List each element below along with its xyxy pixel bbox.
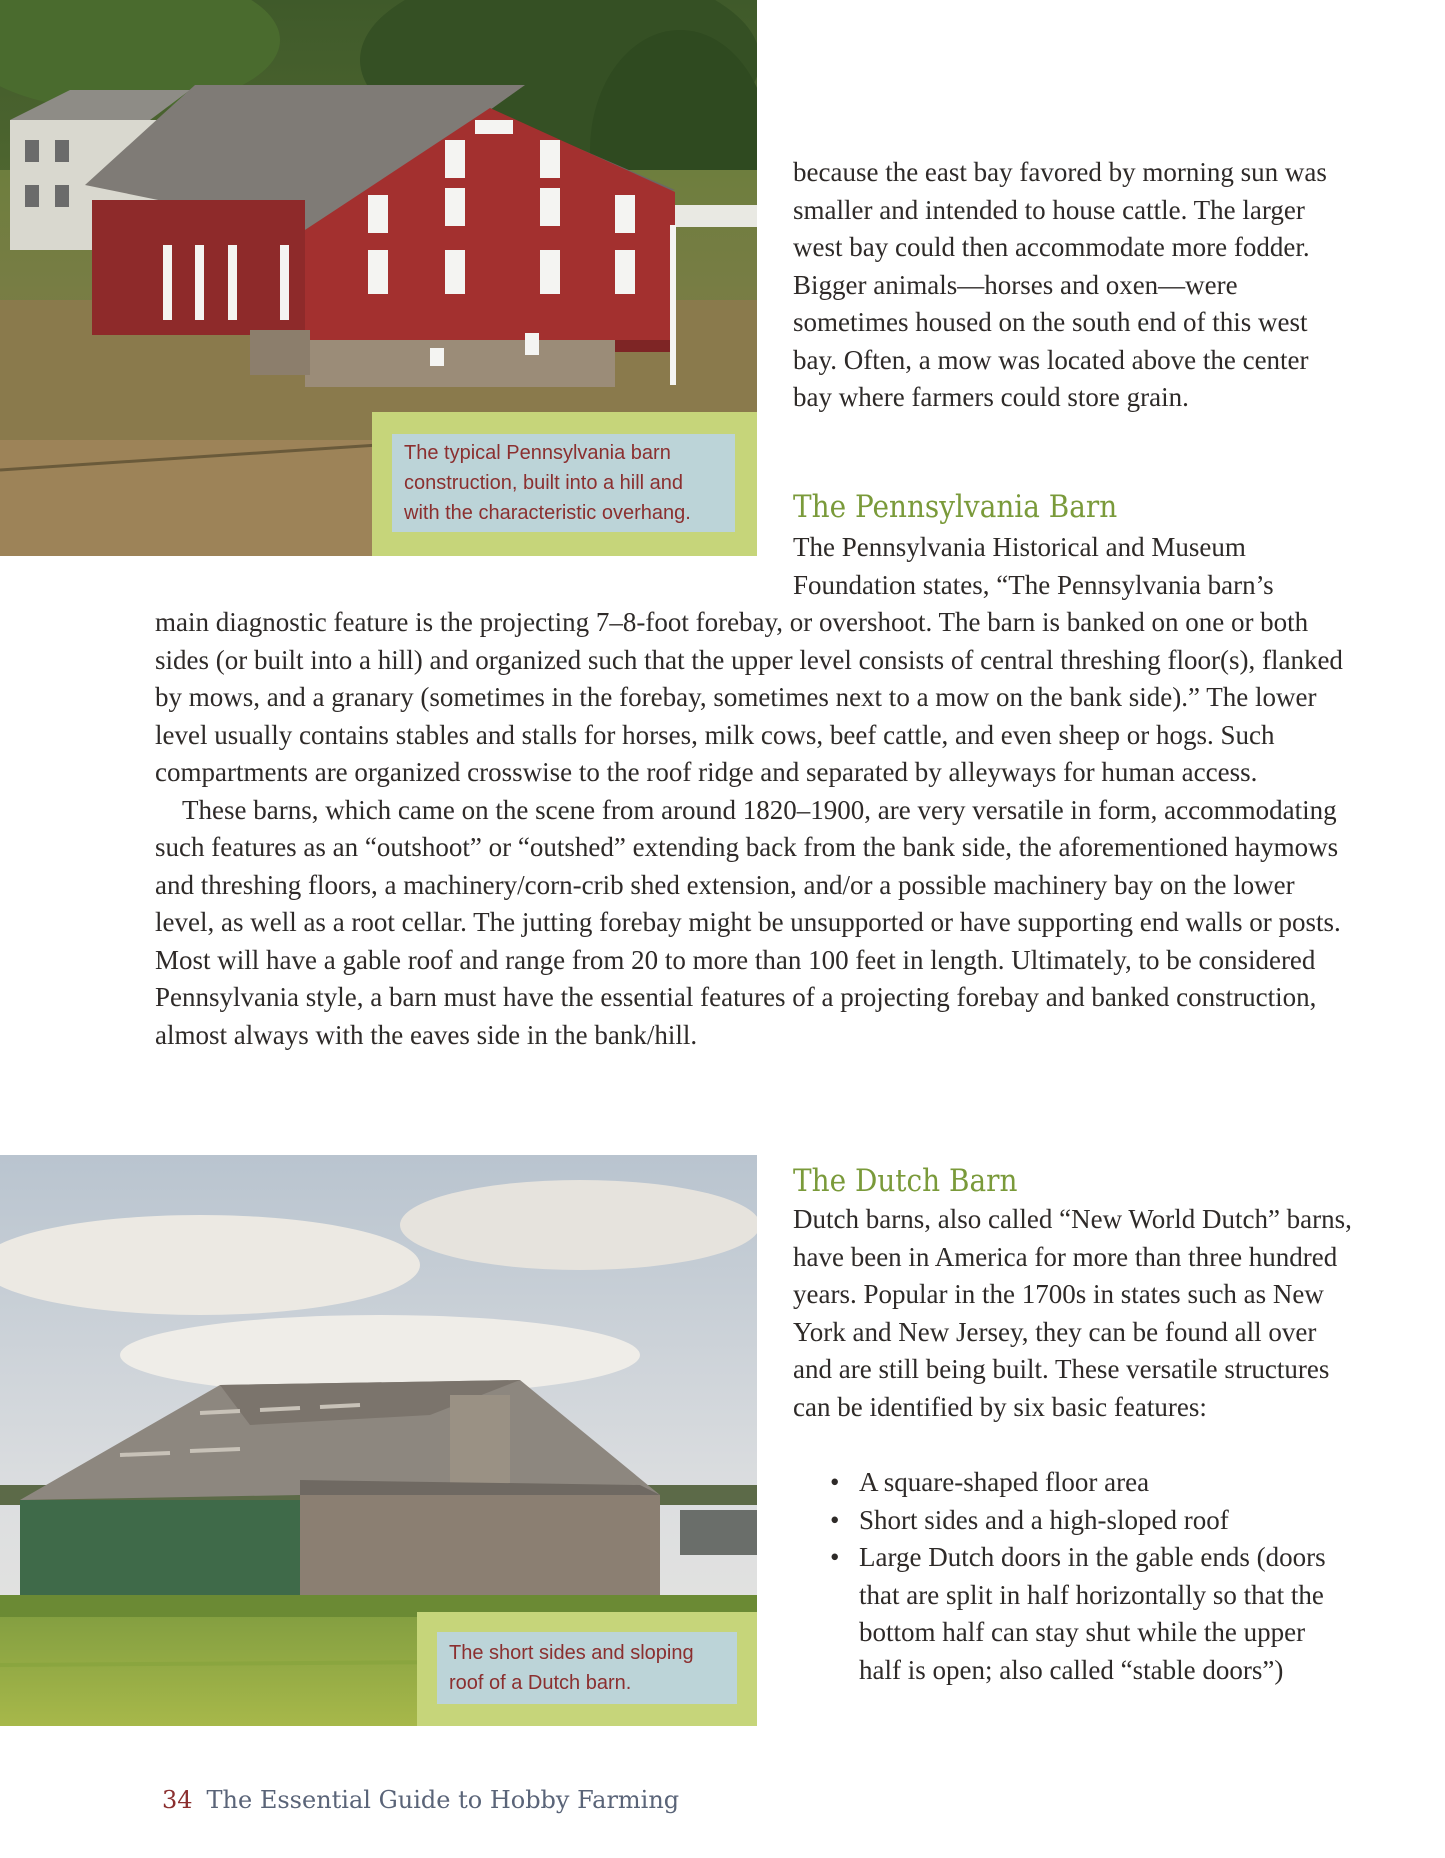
list-item bbox=[830, 1539, 1350, 1689]
pennsylvania-lead-paragraph: The Pennsylvania Historical and Museum Foundation states, “The Pennsylvania barn’s bbox=[793, 532, 1274, 600]
pennsylvania-barn-caption-frame bbox=[372, 412, 757, 556]
pennsylvania-second-paragraph: These barns, which came on the scene from around 1820–1900, are very versatile in form, accommodating such features as an “outshoot” or “outshed” extending back from the bank side, the aforementioned haymows and threshing floors, a machinery/corn-crib shed extension, and/or a possible machinery bay on the lower level, as well as a root cellar. The jutting forebay might be unsupported or have supporting end walls or posts. Most will have a gable roof and range from 20 to more than 100 feet in length. Ultimately, to be considered Pennsylvania style, a barn must have the essential features of a projecting forebay and banked construction, almost always with the eaves side in the bank/hill. bbox=[155, 794, 1341, 1050]
pennsylvania-barn-caption: The typical Pennsylvania barn construction, built into a hill and with the characteristic overhang. bbox=[392, 434, 735, 532]
list-item bbox=[830, 1502, 1350, 1540]
bullet-marker: • bbox=[830, 1504, 840, 1535]
dutch-column bbox=[793, 1201, 1353, 1426]
pennsylvania-lead-column bbox=[793, 529, 1353, 604]
page-footer bbox=[162, 1786, 679, 1814]
pennsylvania-body bbox=[155, 604, 1355, 1054]
bullet-marker: • bbox=[830, 1542, 840, 1572]
intro-paragraph: because the east bay favored by morning sun was smaller and intended to house cattle. The larger west bay could then accommodate more fodder. Bigger animals—horses and oxen—were sometimes housed on the south end of this west bay. Often, a mow was located above the center bay where farmers could store grain. bbox=[793, 157, 1327, 412]
list-item-text: A square-shaped floor area bbox=[859, 1467, 1150, 1497]
page-number: 34 bbox=[162, 1786, 193, 1814]
book-title: The Essential Guide to Hobby Farming bbox=[206, 1786, 680, 1814]
list-item-text: Short sides and a high-sloped roof bbox=[859, 1504, 1229, 1535]
pennsylvania-continued-paragraph: main diagnostic feature is the projecting 7–8-foot forebay, or overshoot. The barn is banked on one or both sides (or built into a hill) and organized such that the upper level consists of central threshing floor(s), flanked by mows, and a granary (sometimes in the forebay, sometimes next to a mow on the bank side).” The lower level usually contains stables and stalls for horses, milk cows, beef cattle, and even sheep or hogs. Such compartments are organized crosswise to the roof ridge and separated by alleyways for human access. bbox=[155, 607, 1343, 787]
list-item-text: Large Dutch doors in the gable ends (doors that are split in half horizontally so that the bottom half can stay shut while the upper half is open; also called “stable doors”) bbox=[859, 1542, 1326, 1685]
intro-column bbox=[793, 154, 1353, 417]
dutch-barn-caption-frame bbox=[417, 1612, 757, 1726]
dutch-barn-caption: The short sides and sloping roof of a Dutch barn. bbox=[437, 1632, 737, 1704]
pennsylvania-barn-heading: The Pennsylvania Barn bbox=[793, 489, 1118, 525]
bullet-marker: • bbox=[830, 1467, 840, 1497]
dutch-paragraph: Dutch barns, also called “New World Dutch” barns, have been in America for more than three hundred years. Popular in the 1700s in states such as New York and New Jersey, they can be found all over and are still being built. These versatile structures can be identified by six basic features: bbox=[793, 1204, 1352, 1422]
list-item bbox=[830, 1464, 1350, 1502]
dutch-barn-heading: The Dutch Barn bbox=[793, 1163, 1018, 1199]
dutch-features-list bbox=[830, 1464, 1350, 1689]
